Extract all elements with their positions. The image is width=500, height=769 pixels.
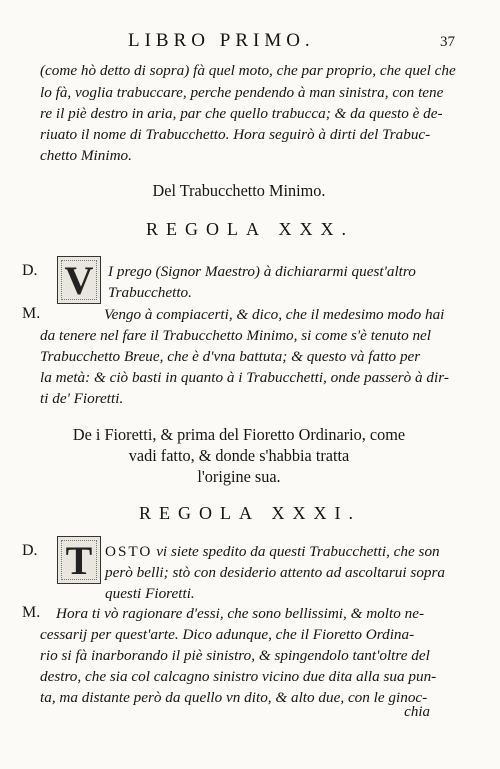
text-fragment: vi siete spedito da questi Trabucchetti, che son [152, 543, 440, 560]
text-line: Trabucchetto Breue, che è d'vna battuta; & questo và fatto per [40, 348, 421, 365]
text-line: però belli; stò con desiderio attento ad ascoltarui sopra [105, 564, 446, 581]
drop-cap: V [57, 256, 101, 304]
running-title: LIBRO PRIMO. [128, 30, 315, 51]
text-line: Vengo à compiacerti, & dico, che il medesimo modo hai [104, 306, 445, 323]
section-title-line: De i Fioretti, & prima del Fioretto Ordinario, come [72, 425, 406, 444]
speaker-label-d: D. [22, 542, 38, 559]
speaker-label-m: M. [22, 305, 41, 322]
text-line: I prego (Signor Maestro) à dichiararmi quest'altro [108, 263, 416, 280]
text-line: Trabucchetto. [108, 284, 192, 301]
rule-heading: REGOLA XXX. [146, 219, 354, 239]
section-title: Del Trabucchetto Minimo. [152, 181, 326, 200]
text-line: (come hò detto di sopra) fà quel moto, che par proprio, che quel che [40, 62, 456, 79]
text-line: questi Fioretti. [105, 585, 195, 602]
section-title-line: vadi fatto, & donde s'habbia tratta [128, 446, 350, 465]
text-line: re il piè destro in aria, par che quello trabucca; & da questo è de- [40, 105, 443, 122]
text-line [105, 541, 440, 563]
drop-cap: T [57, 536, 101, 584]
page-number: 37 [440, 34, 455, 50]
text-line: Hora ti vò ragionare d'essi, che sono bellissimi, & molto ne- [56, 605, 424, 622]
section-title-line: l'origine sua. [197, 467, 281, 486]
text-line: cessarij per quest'arte. Dico adunque, che il Fioretto Ordina- [40, 626, 415, 643]
rule-heading: REGOLA XXXI. [139, 503, 361, 523]
first-word: OSTO [105, 543, 153, 560]
text-line: chetto Minimo. [40, 147, 132, 164]
speaker-label-d: D. [22, 262, 38, 279]
text-line: lo fà, voglia trabuccare, perche pendendo à man sinistra, con tene [40, 84, 444, 101]
text-line: destro, che sia col calcagno sinistro vicino due dita alla sua pun- [40, 668, 437, 685]
text-line: ta, ma distante però da quello vn dito, & alto due, con le ginoc- [40, 689, 428, 706]
text-line: rio si fà inarborando il piè sinistro, & spingendolo tant'oltre del [40, 647, 430, 664]
text-line: da tenere nel fare il Trabucchetto Minimo, si come s'è tenuto nel [40, 327, 432, 344]
text-line: riuato il nome di Trabucchetto. Hora seguirò à dirti del Trabuc- [40, 126, 431, 143]
text-line: ti de' Fioretti. [40, 390, 124, 407]
text-line: la metà: & ciò basti in quanto à i Trabucchetti, onde passerò à dir- [40, 369, 449, 386]
speaker-label-m: M. [22, 604, 41, 621]
catchword: chia [404, 704, 430, 720]
